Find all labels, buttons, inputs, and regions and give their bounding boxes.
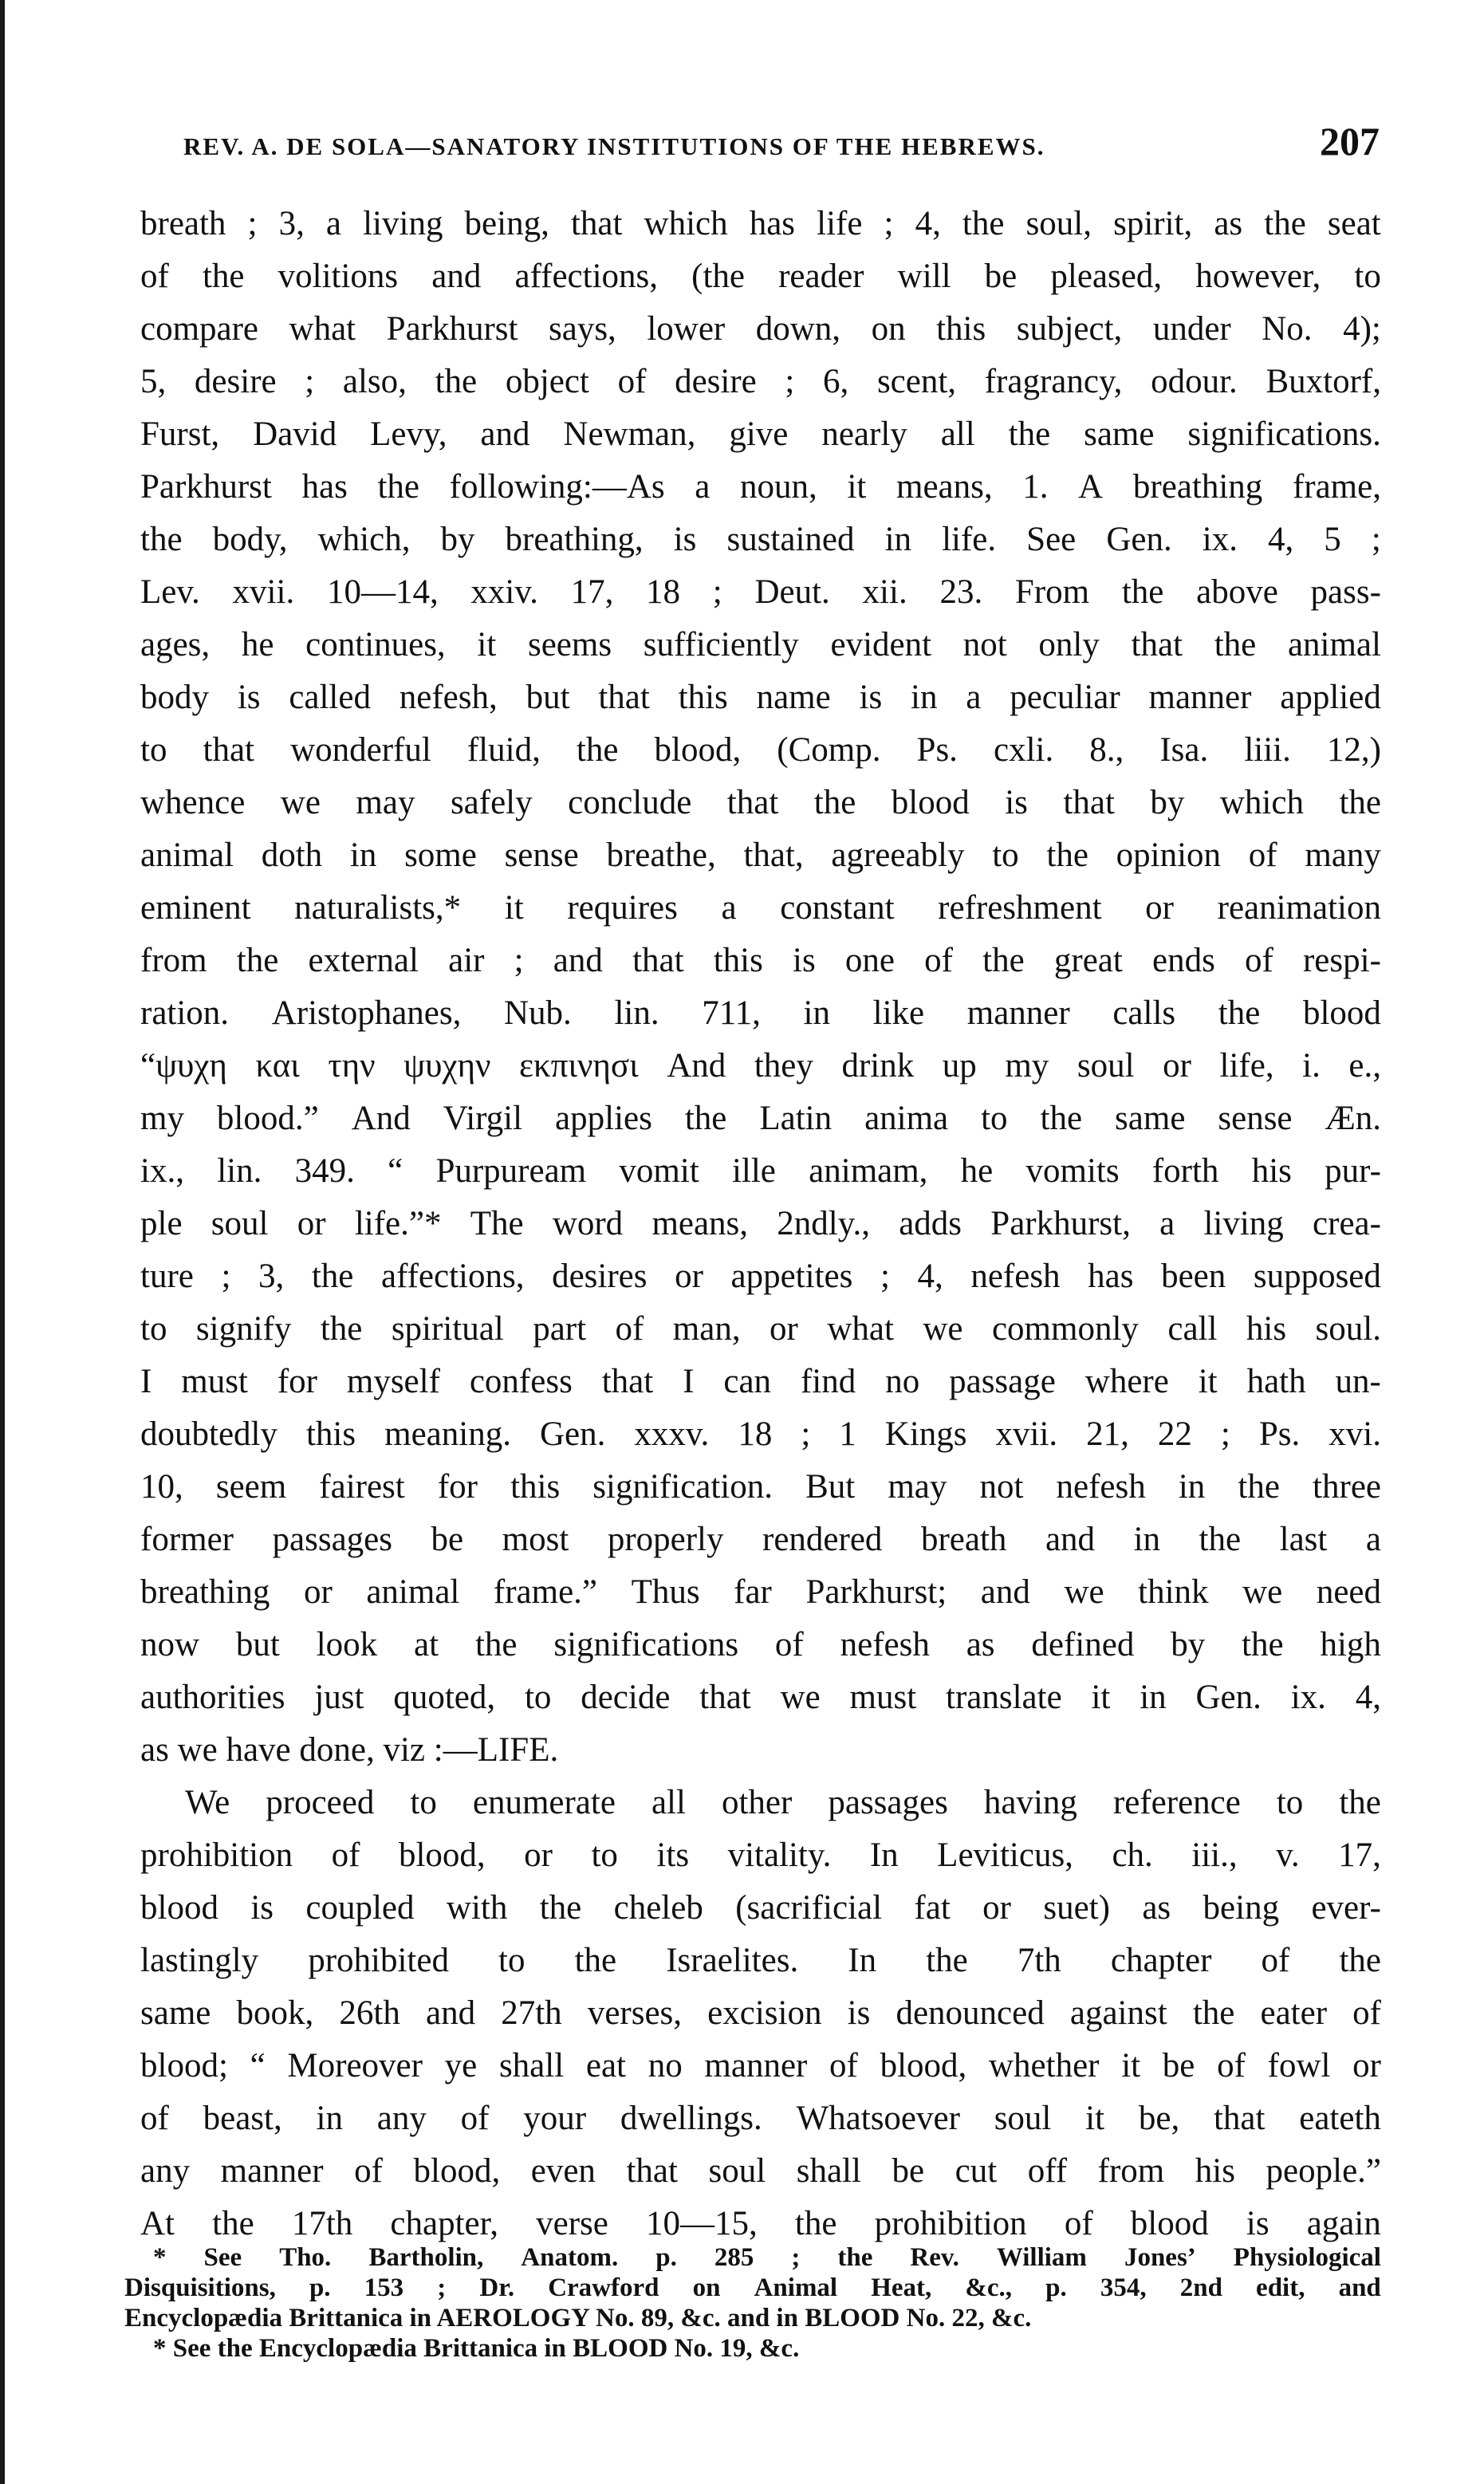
text-line: ages, he continues, it seems sufficiently evident not only that the animal (140, 626, 1381, 663)
running-head (183, 118, 1380, 174)
text-line: We proceed to enumerate all other passages having reference to the (185, 1784, 1381, 1821)
text-line: to that wonderful fluid, the blood, (Comp. Ps. cxli. 8., Isa. liii. 12,) (140, 731, 1381, 769)
text-line: At the 17th chapter, verse 10—15, the prohibition of blood is again (140, 2205, 1381, 2242)
text-line: the body, which, by breathing, is sustained in life. See Gen. ix. 4, 5 ; (140, 521, 1381, 558)
text-line: former passages be most properly rendered breath and in the last a (140, 1521, 1381, 1558)
body-text (140, 198, 1381, 2250)
footnote-line: Encyclopædia Brittanica in AEROLOGY No. 89, &c. and in BLOOD No. 22, &c. (124, 2304, 1032, 2332)
text-line: breath ; 3, a living being, that which has life ; 4, the soul, spirit, as the seat (140, 205, 1381, 242)
text-line: eminent naturalists,* it requires a constant refreshment or reanimation (140, 889, 1381, 927)
text-line: compare what Parkhurst says, lower down, on this subject, under No. 4); (140, 310, 1381, 348)
footnote-line: * See Tho. Bartholin, Anatom. p. 285 ; the Rev. William Jones’ Physiological (153, 2243, 1381, 2272)
text-line: whence we may safely conclude that the blood is that by which the (140, 784, 1381, 821)
text-line: blood; “ Moreover ye shall eat no manner of blood, whether it be of fowl or (140, 2047, 1381, 2084)
text-line: same book, 26th and 27th verses, excision is denounced against the eater of (140, 1994, 1381, 2032)
text-line: from the external air ; and that this is one of the great ends of respi- (140, 942, 1381, 979)
text-line: Furst, David Levy, and Newman, give nearly all the same significations. (140, 415, 1381, 453)
text-line: I must for myself confess that I can find no passage where it hath un- (140, 1363, 1381, 1400)
text-line: lastingly prohibited to the Israelites. In the 7th chapter of the (140, 1942, 1381, 1979)
page-number: 207 (1320, 119, 1380, 163)
text-line: animal doth in some sense breathe, that, agreeably to the opinion of many (140, 837, 1381, 874)
running-title: REV. A. DE SOLA—SANATORY INSTITUTIONS OF THE HEBREWS. (183, 132, 1045, 160)
footnotes (124, 2242, 1381, 2364)
text-line: body is called nefesh, but that this name is in a peculiar manner applied (140, 679, 1381, 716)
text-line: 5, desire ; also, the object of desire ; 6, scent, fragrancy, odour. Buxtorf, (140, 363, 1381, 400)
text-line: prohibition of blood, or to its vitality. In Leviticus, ch. iii., v. 17, (140, 1836, 1381, 1874)
text-line: Lev. xvii. 10—14, xxiv. 17, 18 ; Deut. xii. 23. From the above pass- (140, 573, 1381, 611)
text-line: any manner of blood, even that soul shall be cut off from his people.” (140, 2152, 1381, 2190)
text-line: as we have done, viz :—LIFE. (140, 1731, 559, 1769)
text-line: now but look at the significations of nefesh as defined by the high (140, 1626, 1381, 1663)
scan-edge (0, 0, 5, 2484)
text-line: my blood.” And Virgil applies the Latin anima to the same sense Æn. (140, 1100, 1381, 1137)
text-line: “ψυχη και την ψυχην εκπινησι And they drink up my soul or life, i. e., (140, 1047, 1381, 1085)
text-line: to signify the spiritual part of man, or what we commonly call his soul. (140, 1310, 1381, 1348)
text-line: ration. Aristophanes, Nub. lin. 711, in like manner calls the blood (140, 994, 1381, 1032)
text-line: ple soul or life.”* The word means, 2ndly., adds Parkhurst, a living crea- (140, 1205, 1381, 1242)
footnote-line: Disquisitions, p. 153 ; Dr. Crawford on Animal Heat, &c., p. 354, 2nd edit, and (124, 2273, 1381, 2302)
footnote-line: * See the Encyclopædia Brittanica in BLOOD No. 19, &c. (153, 2334, 800, 2363)
text-line: breathing or animal frame.” Thus far Parkhurst; and we think we need (140, 1573, 1381, 1611)
text-line: ix., lin. 349. “ Purpuream vomit ille animam, he vomits forth his pur- (140, 1152, 1381, 1190)
text-line: authorities just quoted, to decide that we must translate it in Gen. ix. 4, (140, 1679, 1381, 1716)
text-line: of beast, in any of your dwellings. Whatsoever soul it be, that eateth (140, 2100, 1381, 2137)
text-line: Parkhurst has the following:—As a noun, it means, 1. A breathing frame, (140, 468, 1381, 506)
text-line: doubtedly this meaning. Gen. xxxv. 18 ; 1 Kings xvii. 21, 22 ; Ps. xvi. (140, 1415, 1381, 1453)
text-line: ture ; 3, the affections, desires or appetites ; 4, nefesh has been supposed (140, 1258, 1381, 1295)
text-line: of the volitions and affections, (the reader will be pleased, however, to (140, 258, 1381, 295)
text-line: blood is coupled with the cheleb (sacrificial fat or suet) as being ever- (140, 1889, 1381, 1927)
text-line: 10, seem fairest for this signification. But may not nefesh in the three (140, 1468, 1381, 1506)
